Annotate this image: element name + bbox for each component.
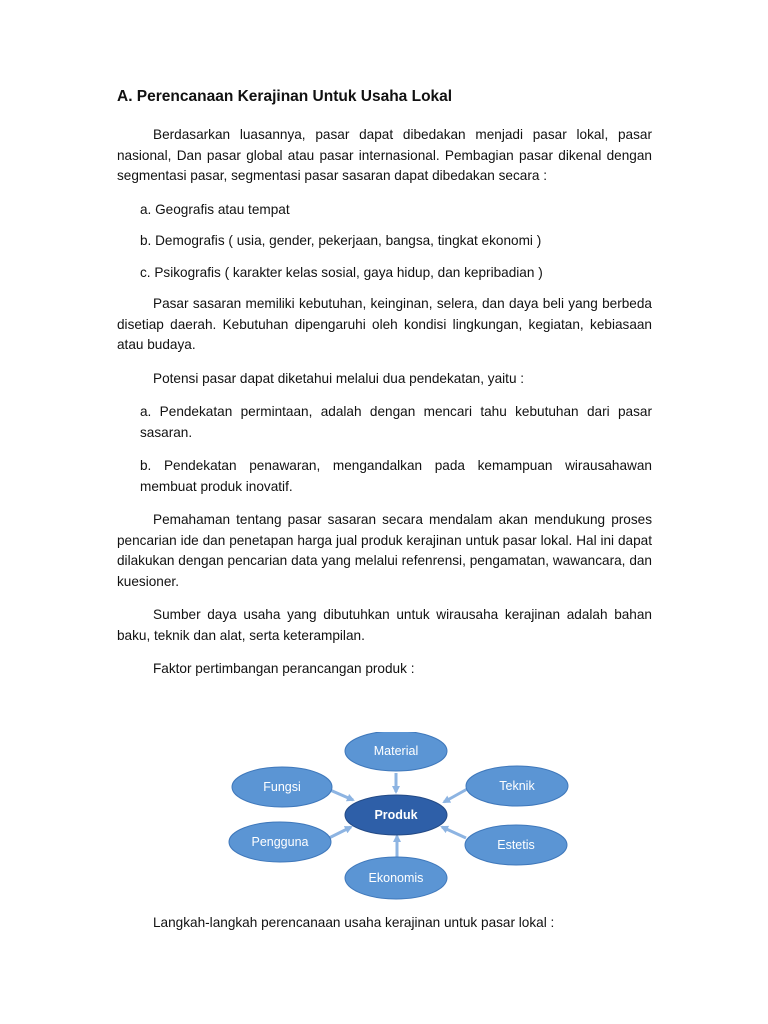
node-ekonomis <box>345 857 447 899</box>
list-item-demografis: b. Demografis ( usia, gender, pekerjaan, bangsa, tingkat ekonomi ) <box>140 233 542 248</box>
arrow-fungsi <box>330 790 353 800</box>
paragraph-market-potential: Potensi pasar dapat diketahui melalui dua pendekatan, yaitu : <box>153 370 525 386</box>
list-item-psikografis: c. Psikografis ( karakter kelas sosial, gaya hidup, dan kepribadian ) <box>140 264 543 280</box>
node-label-fungsi: Fungsi <box>263 780 301 794</box>
node-material <box>345 732 447 771</box>
node-pengguna <box>229 822 331 862</box>
node-label-ekonomis: Ekonomis <box>368 871 424 885</box>
node-label-produk: Produk <box>374 808 418 822</box>
arrow-estetis <box>442 827 466 838</box>
paragraph-design-factors: Faktor pertimbangan perancangan produk : <box>153 661 415 676</box>
diagram-svg <box>226 732 572 904</box>
paragraph-market-types: Berdasarkan luasannya, pasar dapat dibedakan menjadi pasar lokal, pasar nasional, Dan pasar global atau pasar internasional. Pembagian pasar dikenal dengan segmentasi pasar, segmentasi pasar sasaran dapat dibedakan secara : <box>117 127 652 183</box>
node-fungsi <box>232 767 332 807</box>
paragraph-target-market: Pasar sasaran memiliki kebutuhan, keinginan, selera, dan daya beli yang berbeda disetiap daerah. Kebutuhan dipengaruhi oleh kondisi lingkungan, kegiatan, kebiasaan atau budaya. <box>117 296 652 352</box>
node-estetis <box>465 825 567 865</box>
paragraph-understanding: Pemahaman tentang pasar sasaran secara mendalam akan mendukung proses pencarian ide dan penetapan harga jual produk kerajinan untuk pasar lokal. Hal ini dapat dilakukan dengan pencarian data yang melalui refenrensi, pengamatan, wawancara, dan kuesioner. <box>117 512 652 589</box>
list-item-pendekatan-penawaran: b. Pendekatan penawaran, mengandalkan pada kemampuan wirausahawan membuat produk inovatif. <box>140 458 652 494</box>
section-title: A. Perencanaan Kerajinan Untuk Usaha Lokal <box>117 88 453 105</box>
list-item-pendekatan-permintaan: a. Pendekatan permintaan, adalah dengan mencari tahu kebutuhan dari pasar sasaran. <box>140 404 652 440</box>
node-label-teknik: Teknik <box>499 779 535 793</box>
list-item-geografis: a. Geografis atau tempat <box>140 201 290 217</box>
node-teknik <box>466 766 568 806</box>
node-label-estetis: Estetis <box>497 838 535 852</box>
paragraph-resources: Sumber daya usaha yang dibutuhkan untuk wirausaha kerajinan adalah bahan baku, teknik dan alat, serta keterampilan. <box>117 607 652 643</box>
node-produk-center <box>345 795 447 835</box>
arrow-pengguna <box>329 827 351 838</box>
product-design-diagram <box>226 732 572 904</box>
node-label-pengguna: Pengguna <box>251 835 309 849</box>
node-label-material: Material <box>373 744 419 758</box>
arrow-teknik <box>444 788 469 802</box>
paragraph-steps-intro: Langkah-langkah perencanaan usaha kerajinan untuk pasar lokal : <box>153 915 555 930</box>
document-page <box>117 88 652 693</box>
